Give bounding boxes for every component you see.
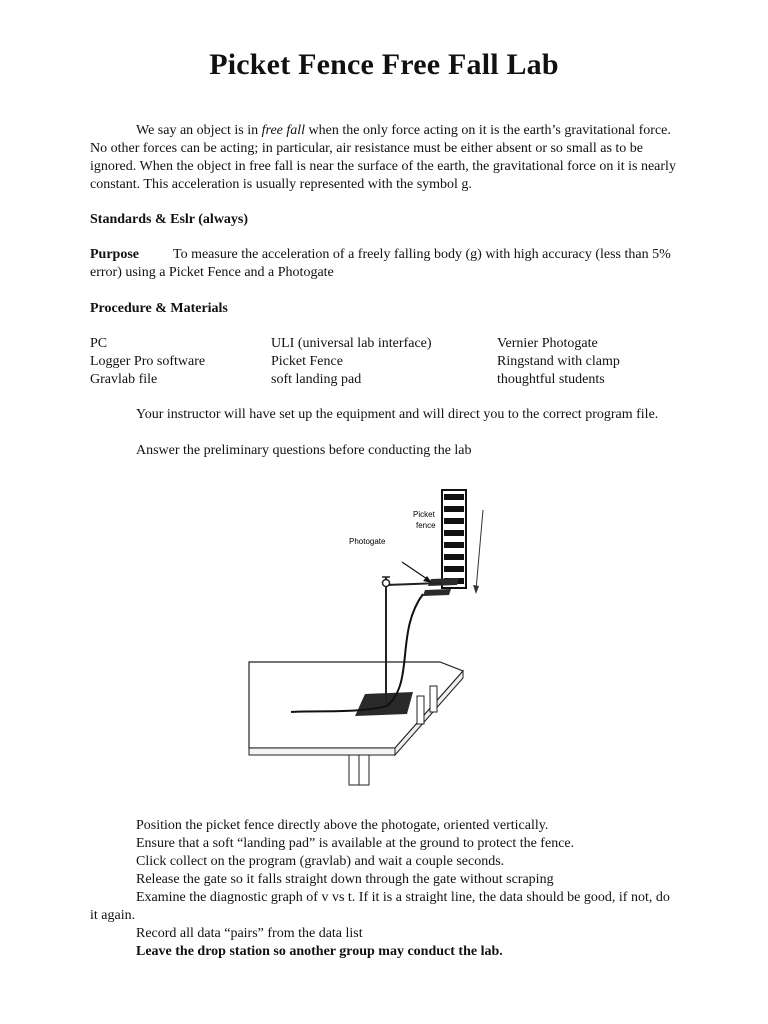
intro-paragraph	[90, 122, 678, 194]
material-item: soft landing pad	[271, 372, 362, 387]
photogate-label: Photogate	[349, 537, 386, 546]
apparatus-diagram	[245, 482, 495, 787]
intro-emphasis: free fall	[261, 123, 306, 138]
step-item: Release the gate so it falls straight down through the gate without scraping	[136, 872, 554, 887]
preliminary-instruction: Answer the preliminary questions before conducting the lab	[136, 443, 472, 458]
purpose-text: To measure the acceleration of a freely falling body (g) with high accuracy (less than 5% error) using a Picket Fence and a Photogate	[90, 247, 671, 280]
procedure-steps	[90, 817, 678, 961]
fall-arrow-icon	[473, 510, 483, 594]
picket-label-2: fence	[416, 521, 436, 530]
apparatus-figure	[245, 482, 495, 792]
picket-fence-icon	[442, 490, 466, 588]
material-item: Picket Fence	[271, 354, 343, 369]
step-item: Ensure that a soft “landing pad” is available at the ground to protect the fence.	[136, 836, 575, 851]
step-item: Examine the diagnostic graph of v vs t. If it is a straight line, the data should be good, if not, do it again.	[90, 890, 670, 923]
intro-text-before: We say an object is in	[136, 123, 262, 138]
picket-label-1: Picket	[413, 510, 435, 519]
material-item: Ringstand with clamp	[497, 354, 620, 369]
material-item: thoughtful students	[497, 372, 605, 387]
step-item: Click collect on the program (gravlab) and wait a couple seconds.	[136, 854, 505, 869]
standards-heading: Standards & Eslr (always)	[90, 212, 249, 227]
purpose-paragraph	[90, 246, 678, 282]
material-item: ULI (universal lab interface)	[271, 336, 432, 351]
step-item: Record all data “pairs” from the data list	[136, 926, 363, 941]
material-item: PC	[90, 336, 108, 351]
material-item: Logger Pro software	[90, 354, 206, 369]
intro-text-after: when the only force acting on it is the earth’s gravitational force. No other forces can be acting; in particular, air resistance must be either absent or so small as to be ignored. When the object in free fall is near the surface of the earth, the gravitational force on it is nearly constant. This acceleration is usually represented with the symbol g.	[90, 123, 676, 192]
material-item: Vernier Photogate	[497, 336, 598, 351]
final-step: Leave the drop station so another group may conduct the lab.	[136, 944, 503, 959]
table-icon	[249, 662, 463, 785]
procedure-heading: Procedure & Materials	[90, 301, 228, 316]
purpose-label: Purpose	[90, 247, 139, 262]
step-item: Position the picket fence directly above the photogate, oriented vertically.	[136, 818, 549, 833]
materials-table	[90, 335, 678, 389]
material-item: Gravlab file	[90, 372, 158, 387]
setup-instruction: Your instructor will have set up the equipment and will direct you to the correct program file.	[136, 407, 659, 422]
page-title: Picket Fence Free Fall Lab	[209, 48, 559, 81]
